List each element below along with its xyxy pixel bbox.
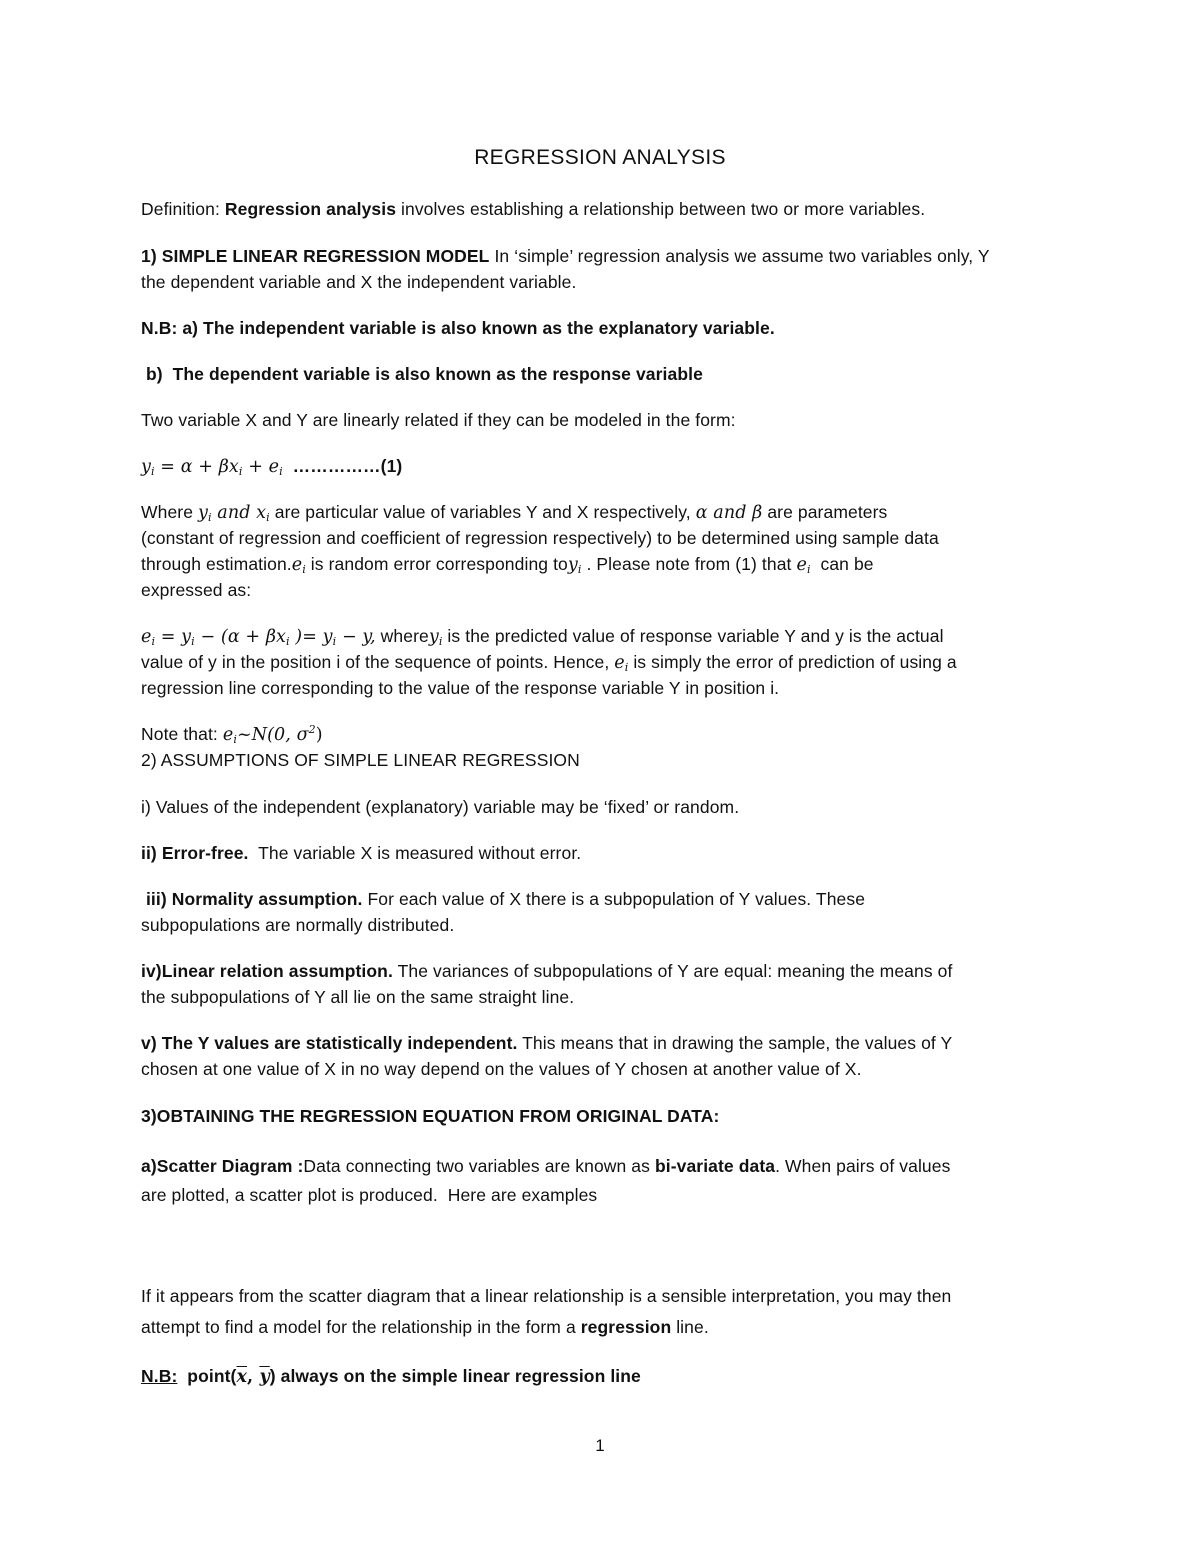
- assumption-iii: iii) Normality assumption. For each value of X there is a subpopulation of Y values. These: [141, 889, 866, 909]
- where-line3: through $estimation.e_i$ is random error corresponding toy$_i$ . Please note from (1) that $e_i$ can be: [141, 554, 874, 576]
- scatter-line2: are plotted, a scatter plot is produced. Here are examples: [141, 1185, 598, 1205]
- error-line3: regression line corresponding to the value of the response variable Y in position i.: [141, 678, 780, 698]
- section1-heading: 1) SIMPLE LINEAR REGRESSION MODEL: [141, 246, 490, 266]
- assumption-ii: ii) Error-free. The variable X is measured without error.: [141, 843, 582, 863]
- where-line1: Where $y_i$ and $x_i$ are particular value of variables Y and X respectively, α and β are parameters: [141, 502, 888, 524]
- nb-line-b: b) The dependent variable is also known as the response variable: [141, 364, 703, 384]
- definition-line: Definition: Regression analysis involves establishing a relationship between two or more variables.: [141, 199, 926, 219]
- equation-1: $y_i = \alpha + \beta x_i + e_i$ ……………(1): [141, 456, 403, 478]
- where-line2: (constant of regression and coefficient of regression respectively) to be determined using sample data: [141, 528, 939, 548]
- linear-intro: Two variable X and Y are linearly related if they can be modeled in the form:: [141, 410, 736, 430]
- assumption-v: v) The Y values are statistically independent. This means that in drawing the sample, the values of Y: [141, 1033, 953, 1053]
- note-line: Note that: $e_i\sim N(0$, $\sigma^2$): [141, 723, 323, 746]
- scatter-line1: a)Scatter Diagram :Data connecting two variables are known as bi-variate data. When pairs of values: [141, 1156, 951, 1176]
- nb-line-a: N.B: a) The independent variable is also known as the explanatory variable.: [141, 318, 775, 338]
- nb-point-line: N.B: $point(\overline{x}$, $\overline{y}$) always on the simple linear regression line: [141, 1366, 641, 1387]
- closing-line2: attempt to find a model for the relationship in the form a regression line.: [141, 1317, 709, 1337]
- section3-heading: 3)OBTAINING THE REGRESSION EQUATION FROM ORIGINAL DATA:: [141, 1106, 720, 1126]
- assumption-iii-line2: subpopulations are normally distributed.: [141, 915, 455, 935]
- assumption-iv-line2: the subpopulations of Y all lie on the same straight line.: [141, 987, 575, 1007]
- closing-line1: If it appears from the scatter diagram that a linear relationship is a sensible interpretation, you may then: [141, 1286, 952, 1306]
- page-number: 1: [595, 1436, 605, 1455]
- page-title: REGRESSION ANALYSIS: [474, 146, 726, 169]
- section1-line2: the dependent variable and X the independent variable.: [141, 272, 577, 292]
- section2-heading: 2) ASSUMPTIONS OF SIMPLE LINEAR REGRESSION: [141, 750, 580, 770]
- assumption-i: i) Values of the independent (explanatory) variable may be ‘fixed’ or random.: [141, 797, 740, 817]
- where-line4: expressed as:: [141, 580, 252, 600]
- error-line1: $e_i = y_i - (\alpha + \beta x_i$ )= $y_i - y$, wherey$_i$ is the predicted value of response variable Y and y is the actual: [141, 626, 944, 648]
- error-line2: value of y in the position i of the sequence of points. Hence, $e_i$ is simply the error of prediction of using a: [141, 652, 957, 674]
- assumption-iv: iv)Linear relation assumption. The variances of subpopulations of Y are equal: meaning the means of: [141, 961, 953, 981]
- assumption-v-line2: chosen at one value of X in no way depend on the values of Y chosen at another value of X.: [141, 1059, 862, 1079]
- section1-line1: 1) SIMPLE LINEAR REGRESSION MODEL In ‘simple’ regression analysis we assume two variables only, Y: [141, 246, 990, 266]
